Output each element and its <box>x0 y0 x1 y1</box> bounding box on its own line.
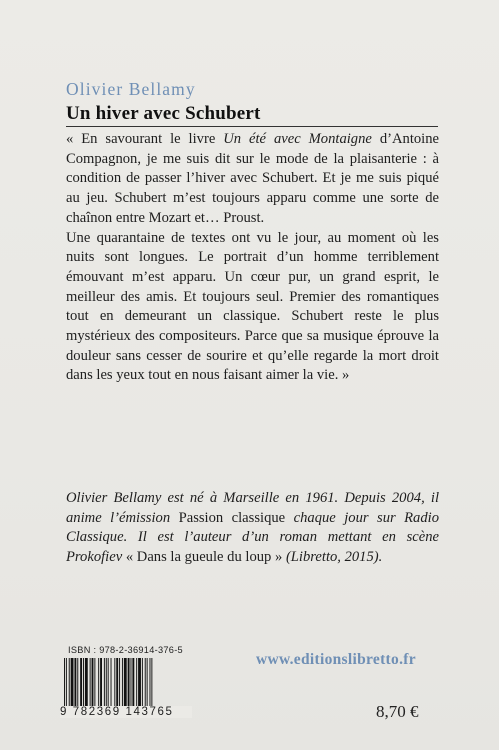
text-run: Une quarantaine de textes ont vu le jour, au moment où les nuits sont longues. Le portrait d’un homme terriblement émouvant m’est apparu. Un cœur pur, un grand esprit, le meilleur des amis. Et toujours seul. Premier des romantiques tout en demeurant un classique. Schubert reste le plus mystérieux des compositeurs. Parce que sa musique éprouve la douleur sans cesser de sourire et qu’elle regarde la mort droit dans les yeux tout en nous faisant aimer la vie. » <box>66 229 439 384</box>
text-run: chaque jour sur Radio Classique. Il est l’auteur d’un roman mettant en scène Prokofiev <box>66 509 439 566</box>
isbn-label: ISBN : 978-2-36914-376-5 <box>68 645 183 655</box>
bio-paragraph <box>66 489 439 568</box>
text-run: Passion classique <box>178 509 286 526</box>
text-run: « Dans la gueule du loup » <box>125 549 283 566</box>
book-title: Un hiver avec Schubert <box>66 103 261 124</box>
text-run <box>481 709 486 729</box>
text-run: (Libretto, 2015). <box>282 549 383 566</box>
text-run: Un été avec Montaigne <box>223 131 372 147</box>
author-bio <box>66 489 439 568</box>
publisher-website: www.editionslibretto.fr <box>256 651 416 668</box>
credit-text <box>481 8 486 744</box>
text-run: « En savourant le livre <box>66 131 224 147</box>
blurb <box>66 130 439 386</box>
title-divider <box>66 126 438 127</box>
author-name: Olivier Bellamy <box>66 79 196 99</box>
text-run: Olivier Bellamy est né à Marseille en 1961. Depuis 2004, il anime l’émission <box>66 490 439 526</box>
price: 8,70 € <box>376 702 419 721</box>
blurb-paragraph <box>66 229 439 387</box>
blurb-paragraph <box>66 130 439 229</box>
cover-illustration-credit <box>466 8 486 744</box>
barcode-number: 9 782369 143765 <box>60 706 192 718</box>
text-run: d’Antoine Compagnon, je me suis dit sur le mode de la plaisanterie : à condition de passer l’hiver avec Schubert. Et je me suis piqué au jeu. Schubert m’est toujours apparu comme une sorte de chaînon entre Mozart et… Proust. <box>66 131 440 226</box>
